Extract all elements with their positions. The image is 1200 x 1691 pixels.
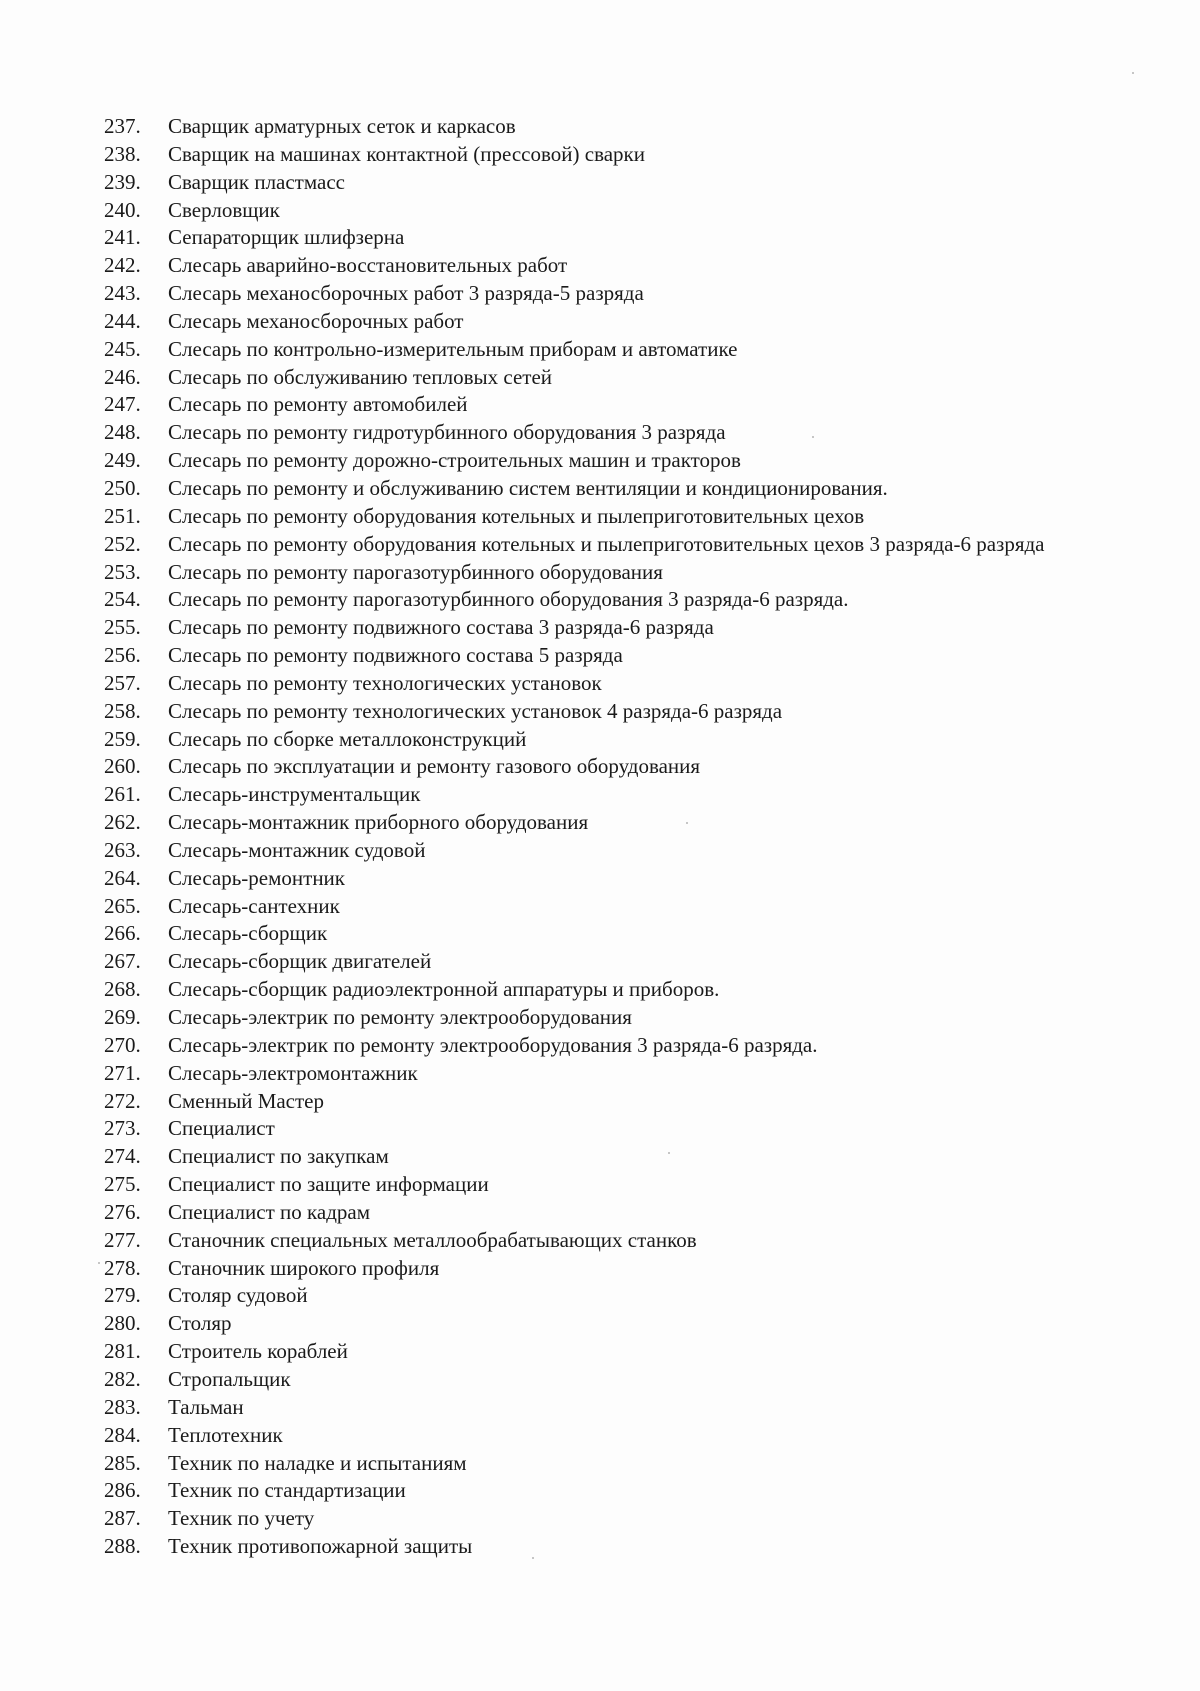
item-text: Слесарь по эксплуатации и ремонту газового оборудования <box>168 754 701 779</box>
list-item <box>104 141 1104 169</box>
item-text: Техник по учету <box>168 1506 315 1531</box>
item-number: 270. <box>104 1032 141 1057</box>
item-text: Теплотехник <box>168 1422 283 1447</box>
item-number: 263. <box>104 837 141 862</box>
list-item <box>104 252 1104 280</box>
list-item <box>104 781 1104 809</box>
item-text: Слесарь-электрик по ремонту электрооборудования 3 разряда-6 разряда. <box>168 1032 818 1057</box>
item-text: Слесарь по ремонту оборудования котельных и пылеприготовительных цехов <box>168 503 865 528</box>
item-text: Слесарь-сантехник <box>168 893 340 918</box>
list-item <box>104 391 1104 419</box>
list-item <box>104 1477 1104 1505</box>
list-item <box>104 224 1104 252</box>
item-text: Сварщик пластмасс <box>168 169 345 194</box>
item-text: Слесарь по ремонту оборудования котельных и пылеприготовительных цехов 3 разряда-6 разряда <box>168 531 1045 556</box>
item-text: Техник по стандартизации <box>168 1478 406 1503</box>
list-item <box>104 1422 1104 1450</box>
item-text: Слесарь по ремонту технологических установок 4 разряда-6 разряда <box>168 698 783 723</box>
item-number: 285. <box>104 1450 141 1475</box>
item-text: Слесарь по ремонту дорожно-строительных машин и тракторов <box>168 448 741 473</box>
list-item <box>104 1004 1104 1032</box>
item-text: Слесарь механосборочных работ <box>168 308 464 333</box>
item-text: Станочник специальных металлообрабатывающих станков <box>168 1227 697 1252</box>
item-text: Сепараторщик шлифзерна <box>168 225 405 250</box>
item-number: 257. <box>104 670 141 695</box>
list-item <box>104 559 1104 587</box>
item-text: Слесарь по обслуживанию тепловых сетей <box>168 364 552 389</box>
list-item <box>104 336 1104 364</box>
list-item <box>104 197 1104 225</box>
item-text: Специалист по кадрам <box>168 1199 371 1224</box>
list-item <box>104 1282 1104 1310</box>
item-number: 276. <box>104 1199 141 1224</box>
list-item <box>104 1310 1104 1338</box>
item-text: Техник противопожарной защиты <box>168 1534 473 1559</box>
list-item <box>104 976 1104 1004</box>
item-number: 252. <box>104 531 141 556</box>
item-number: 246. <box>104 364 141 389</box>
list-item <box>104 614 1104 642</box>
item-number: 242. <box>104 253 141 278</box>
item-number: 247. <box>104 392 141 417</box>
item-number: 280. <box>104 1311 141 1336</box>
list-item <box>104 1088 1104 1116</box>
item-number: 254. <box>104 587 141 612</box>
list-item <box>104 1115 1104 1143</box>
item-text: Слесарь по ремонту парогазотурбинного оборудования <box>168 559 663 584</box>
item-text: Слесарь по ремонту автомобилей <box>168 392 468 417</box>
list-item <box>104 308 1104 336</box>
item-text: Специалист по защите информации <box>168 1172 489 1197</box>
item-text: Слесарь-электрик по ремонту электрооборудования <box>168 1005 632 1029</box>
scan-speck <box>1132 72 1134 74</box>
item-number: 274. <box>104 1144 141 1169</box>
item-number: 266. <box>104 921 141 946</box>
item-number: 240. <box>104 197 141 222</box>
item-text: Станочник широкого профиля <box>168 1255 440 1280</box>
item-text: Слесарь механосборочных работ 3 разряда-5 разряда <box>168 281 644 306</box>
item-text: Слесарь-монтажник судовой <box>168 837 426 862</box>
item-text: Слесарь по ремонту подвижного состава 3 разряда-6 разряда <box>168 615 714 640</box>
item-number: 267. <box>104 949 141 974</box>
item-text: Слесарь по контрольно-измерительным приборам и автоматике <box>168 336 738 361</box>
list-item <box>104 586 1104 614</box>
item-text: Сменный Мастер <box>168 1088 325 1113</box>
item-number: 273. <box>104 1116 141 1141</box>
item-number: 255. <box>104 615 141 640</box>
list-item <box>104 503 1104 531</box>
list-item <box>104 447 1104 475</box>
item-text: Слесарь-монтажник приборного оборудования <box>168 810 589 835</box>
list-item <box>104 1338 1104 1366</box>
item-text: Слесарь-сборщик радиоэлектронной аппаратуры и приборов. <box>168 977 720 1002</box>
item-text: Слесарь-ремонтник <box>168 865 346 890</box>
list-item <box>104 169 1104 197</box>
item-text: Столяр <box>168 1311 232 1336</box>
list-item <box>104 1366 1104 1394</box>
item-text: Стропальщик <box>168 1366 291 1391</box>
item-text: Слесарь-сборщик <box>168 921 328 946</box>
item-number: 287. <box>104 1506 141 1531</box>
list-item <box>104 1060 1104 1088</box>
item-number: 243. <box>104 281 141 306</box>
item-number: 284. <box>104 1422 141 1447</box>
item-text: Слесарь по ремонту и обслуживанию систем вентиляции и кондиционирования. <box>168 475 888 500</box>
item-text: Слесарь по сборке металлоконструкций <box>168 726 527 751</box>
list-item <box>104 698 1104 726</box>
item-number: 286. <box>104 1478 141 1503</box>
item-number: 275. <box>104 1172 141 1197</box>
item-number: 282. <box>104 1366 141 1391</box>
item-number: 283. <box>104 1394 141 1419</box>
item-number: 258. <box>104 698 141 723</box>
numbered-list <box>104 113 1104 1561</box>
item-number: 268. <box>104 977 141 1002</box>
list-item <box>104 948 1104 976</box>
list-item <box>104 1171 1104 1199</box>
list-item <box>104 726 1104 754</box>
item-number: 244. <box>104 308 141 333</box>
list-item <box>104 865 1104 893</box>
item-text: Техник по наладке и испытаниям <box>168 1450 467 1475</box>
list-item <box>104 670 1104 698</box>
item-text: Слесарь по ремонту технологических установок <box>168 670 602 695</box>
list-item <box>104 1143 1104 1171</box>
item-text: Сверловщик <box>168 197 280 222</box>
item-number: 245. <box>104 336 141 361</box>
item-text: Специалист <box>168 1116 275 1141</box>
item-number: 238. <box>104 141 141 166</box>
list-item <box>104 475 1104 503</box>
item-text: Слесарь-электромонтажник <box>168 1060 418 1085</box>
item-number: 264. <box>104 865 141 890</box>
item-number: 261. <box>104 782 141 807</box>
item-text: Слесарь-инструментальщик <box>168 782 421 807</box>
item-text: Слесарь по ремонту гидротурбинного оборудования 3 разряда <box>168 420 726 445</box>
list-item <box>104 1199 1104 1227</box>
item-number: 248. <box>104 420 141 445</box>
item-number: 249. <box>104 448 141 473</box>
item-text: Слесарь по ремонту парогазотурбинного оборудования 3 разряда-6 разряда. <box>168 587 849 612</box>
item-text: Сварщик на машинах контактной (прессовой) сварки <box>168 141 645 166</box>
list-item <box>104 642 1104 670</box>
list-item <box>104 893 1104 921</box>
item-text: Строитель кораблей <box>168 1339 348 1364</box>
list-item <box>104 364 1104 392</box>
list-item <box>104 280 1104 308</box>
item-number: 271. <box>104 1060 141 1085</box>
list-item <box>104 1533 1104 1561</box>
item-number: 237. <box>104 114 141 138</box>
list-item <box>104 1505 1104 1533</box>
item-text: Сварщик арматурных сеток и каркасов <box>168 114 516 138</box>
item-number: 262. <box>104 810 141 835</box>
list-item <box>104 920 1104 948</box>
item-text: Слесарь-сборщик двигателей <box>168 949 432 974</box>
item-number: 259. <box>104 726 141 751</box>
item-number: 265. <box>104 893 141 918</box>
list-item <box>104 809 1104 837</box>
list-item <box>104 837 1104 865</box>
list-item <box>104 1227 1104 1255</box>
item-text: Тальман <box>168 1394 244 1419</box>
item-number: 251. <box>104 503 141 528</box>
list-item <box>104 419 1104 447</box>
item-number: 277. <box>104 1227 141 1252</box>
item-number: 288. <box>104 1534 141 1559</box>
list-item <box>104 1032 1104 1060</box>
list-item <box>104 113 1104 141</box>
item-number: 250. <box>104 475 141 500</box>
item-number: 279. <box>104 1283 141 1308</box>
scan-speck <box>98 1262 100 1264</box>
item-number: 241. <box>104 225 141 250</box>
item-number: 256. <box>104 643 141 668</box>
list-item <box>104 1255 1104 1283</box>
item-number: 269. <box>104 1005 141 1029</box>
list-item <box>104 753 1104 781</box>
item-number: 272. <box>104 1088 141 1113</box>
list-item <box>104 1394 1104 1422</box>
list-item <box>104 1450 1104 1478</box>
item-number: 239. <box>104 169 141 194</box>
item-number: 260. <box>104 754 141 779</box>
item-number: 253. <box>104 559 141 584</box>
item-text: Столяр судовой <box>168 1283 308 1308</box>
item-number: 278. <box>104 1255 141 1280</box>
item-text: Специалист по закупкам <box>168 1144 389 1169</box>
item-text: Слесарь аварийно-восстановительных работ <box>168 253 568 278</box>
item-number: 281. <box>104 1339 141 1364</box>
item-text: Слесарь по ремонту подвижного состава 5 разряда <box>168 643 623 668</box>
list-item <box>104 531 1104 559</box>
